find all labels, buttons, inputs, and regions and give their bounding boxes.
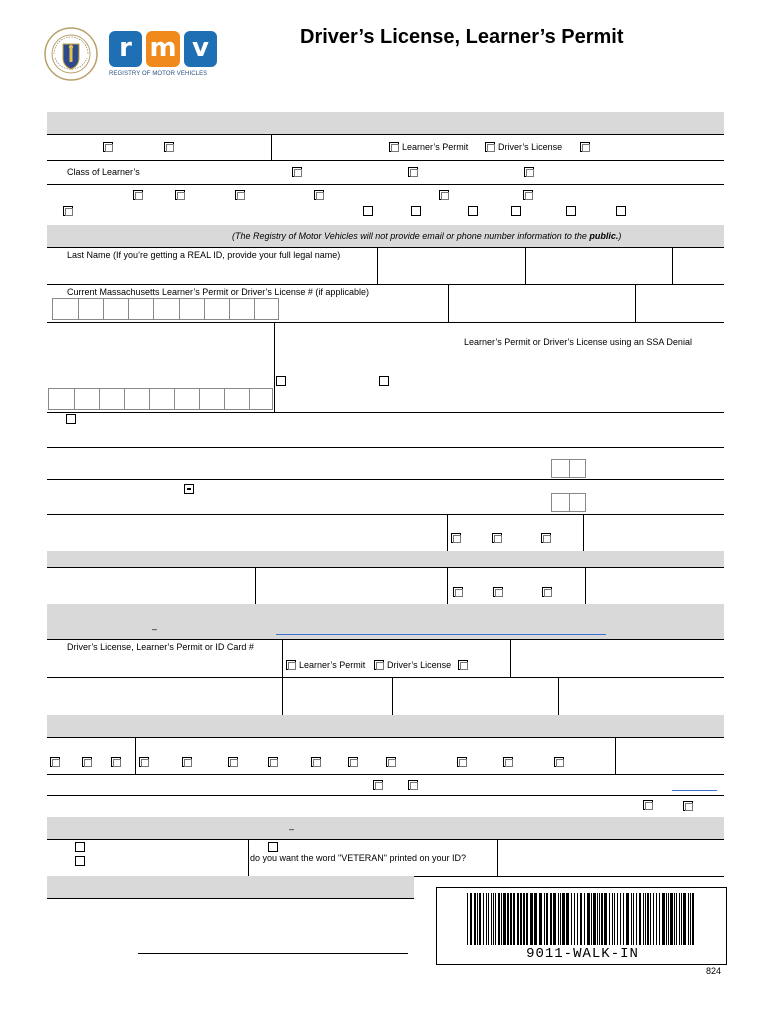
checkbox[interactable]: [511, 206, 521, 216]
checkbox[interactable]: [492, 533, 502, 543]
checkbox[interactable]: [643, 800, 653, 810]
veteran-checkbox[interactable]: [268, 842, 278, 852]
checkbox[interactable]: [175, 190, 185, 200]
privacy-note-end: ): [618, 231, 622, 241]
checkbox[interactable]: [453, 587, 463, 597]
learners-permit-label: Learner’s Permit: [299, 660, 366, 670]
barcode-box: [436, 887, 727, 965]
checkbox[interactable]: [348, 757, 358, 767]
drivers-license-label: Driver’s License: [387, 660, 452, 670]
privacy-note-bold: public.: [589, 231, 619, 241]
checkbox[interactable]: [439, 190, 449, 200]
current-license-label: Current Massachusetts Learner’s Permit or Driver’s License # (if applicable): [67, 287, 369, 297]
checkbox[interactable]: [139, 757, 149, 767]
logo-letter-r: r: [109, 31, 142, 67]
last-name-label: Last Name (If you’re getting a REAL ID, provide your full legal name): [67, 250, 341, 260]
section-header-1: [47, 112, 724, 134]
checkbox[interactable]: [451, 533, 461, 543]
privacy-note: [232, 231, 621, 242]
checkbox[interactable]: [235, 190, 245, 200]
two-digit-box[interactable]: [551, 459, 586, 478]
rmv-logo: [108, 31, 220, 81]
checkbox[interactable]: [311, 757, 321, 767]
ssa-denial-label: Learner’s Permit or Driver’s License using an SSA Denial: [464, 337, 692, 347]
checkbox[interactable]: [503, 757, 513, 767]
class-of-learners-label: Class of Learner’s: [67, 167, 140, 177]
underlined-link[interactable]: [276, 634, 606, 635]
checkbox[interactable]: [63, 206, 73, 216]
checkbox[interactable]: [379, 376, 389, 386]
ssn-boxes[interactable]: [48, 388, 273, 410]
drivers-license-checkbox[interactable]: [485, 142, 495, 152]
form-code: 824: [706, 966, 722, 976]
section-header-7: [47, 876, 414, 898]
page-title: Driver’s License, Learner’s Permit: [300, 26, 624, 48]
checkbox[interactable]: [75, 842, 85, 852]
checkbox[interactable]: [268, 757, 278, 767]
checkbox[interactable]: [314, 190, 324, 200]
checkbox[interactable]: [82, 757, 92, 767]
learners-permit-label: Learner’s Permit: [402, 142, 469, 152]
license-number-boxes[interactable]: [52, 298, 279, 320]
checkbox[interactable]: [276, 376, 286, 386]
veteran-label: do you want the word "VETERAN" printed on your ID?: [250, 853, 466, 863]
logo-letter-v: v: [184, 31, 217, 67]
signature-line: [138, 953, 408, 954]
checkbox[interactable]: [408, 167, 418, 177]
checkbox[interactable]: [542, 587, 552, 597]
two-digit-box[interactable]: [551, 493, 586, 512]
checkbox[interactable]: [50, 757, 60, 767]
checkbox[interactable]: [411, 206, 421, 216]
checkbox[interactable]: [541, 533, 551, 543]
card-number-label: Driver’s License, Learner’s Permit or ID Card #: [67, 642, 254, 652]
section-header-5: [47, 715, 724, 737]
checkbox[interactable]: [554, 757, 564, 767]
checkbox[interactable]: [566, 206, 576, 216]
checkbox[interactable]: [66, 414, 76, 424]
logo-tagline: REGISTRY OF MOTOR VEHICLES: [109, 71, 208, 77]
checkbox[interactable]: [363, 206, 373, 216]
learners-permit-checkbox[interactable]: [389, 142, 399, 152]
checkbox[interactable]: [75, 856, 85, 866]
massachusetts-seal: [44, 27, 98, 81]
underlined-link[interactable]: [672, 790, 717, 791]
barcode-text: 9011-WALK-IN: [526, 946, 639, 962]
checkbox[interactable]: [468, 206, 478, 216]
checkbox[interactable]: [182, 757, 192, 767]
learners-permit-checkbox[interactable]: [286, 660, 296, 670]
checkbox[interactable]: [133, 190, 143, 200]
checkbox[interactable]: [616, 206, 626, 216]
checkbox[interactable]: [386, 757, 396, 767]
checkbox[interactable]: [292, 167, 302, 177]
checkbox[interactable]: [580, 142, 590, 152]
checkbox[interactable]: [373, 780, 383, 790]
checkbox[interactable]: [408, 780, 418, 790]
checkbox[interactable]: [523, 190, 533, 200]
checkbox[interactable]: [458, 660, 468, 670]
checkbox[interactable]: [103, 142, 113, 152]
section-header-6: [47, 817, 724, 839]
checkbox[interactable]: [493, 587, 503, 597]
barcode-icon: [467, 893, 727, 945]
drivers-license-checkbox[interactable]: [374, 660, 384, 670]
checkbox[interactable]: [457, 757, 467, 767]
checkbox[interactable]: [228, 757, 238, 767]
drivers-license-label: Driver’s License: [498, 142, 563, 152]
privacy-note-text: (The Registry of Motor Vehicles will not provide email or phone number information to the: [232, 231, 590, 241]
checkbox[interactable]: [111, 757, 121, 767]
checked-checkbox[interactable]: [184, 484, 194, 494]
section-dash: –: [152, 624, 158, 634]
checkbox[interactable]: [524, 167, 534, 177]
checkbox[interactable]: [164, 142, 174, 152]
checkbox[interactable]: [683, 801, 693, 811]
logo-letter-m: m: [146, 31, 180, 67]
section-dash: –: [289, 824, 295, 834]
section-header-3: [47, 551, 724, 567]
